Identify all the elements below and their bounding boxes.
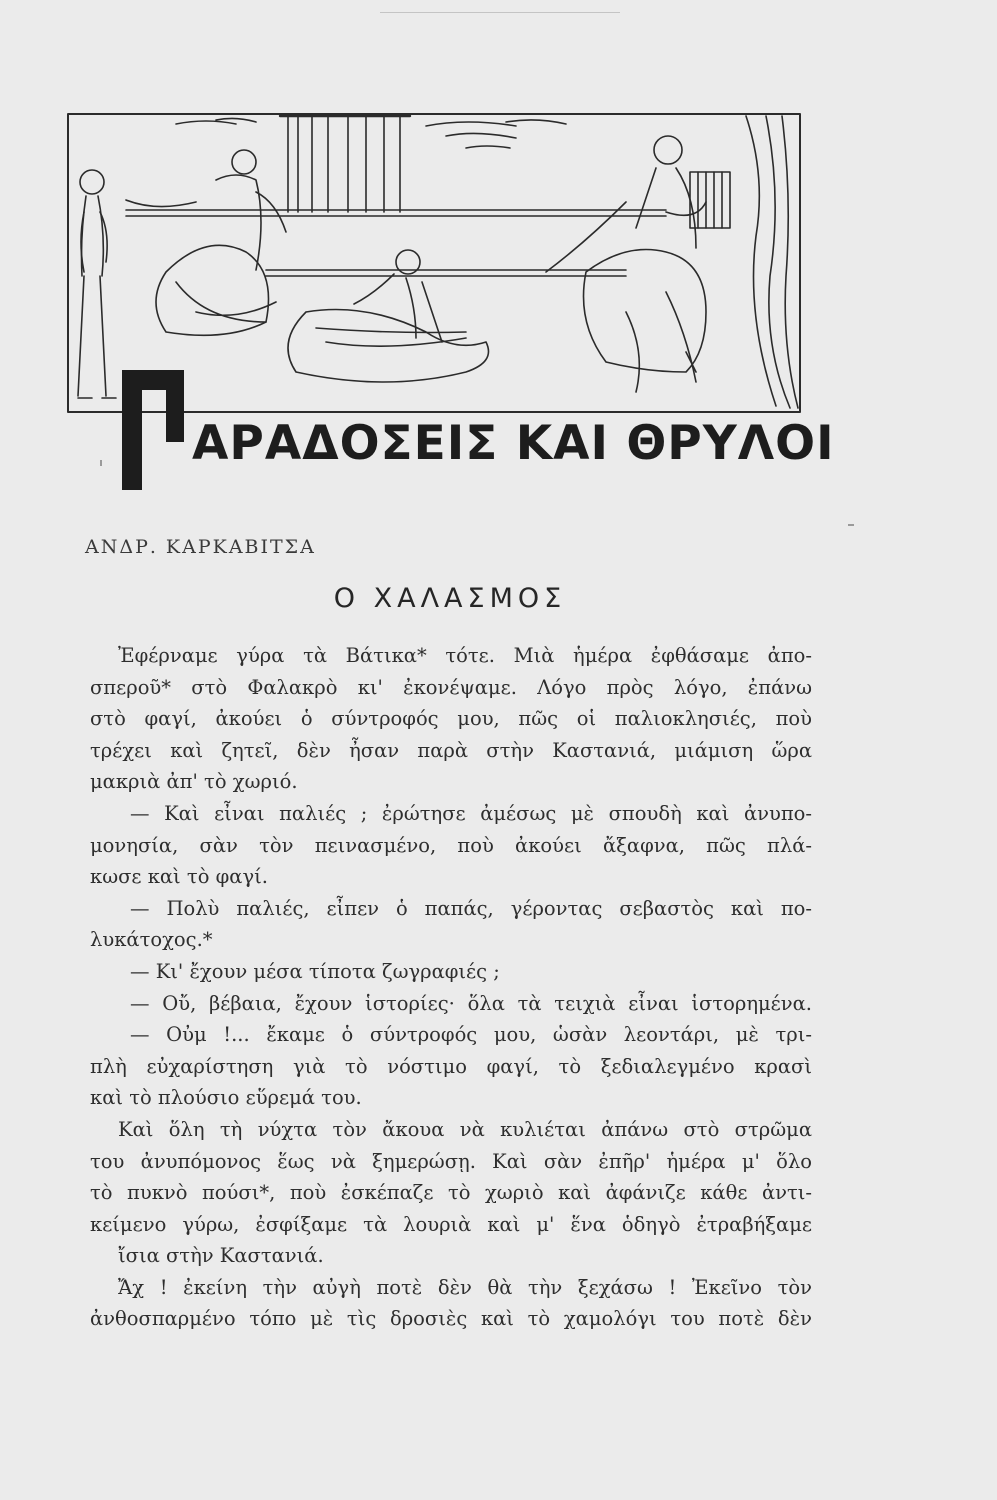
- text-line: σπεροῦ* στὸ Φαλακρὸ κι' ἐκονέψαμε. Λόγο πρὸς λόγο, ἐπάνω: [90, 675, 812, 699]
- header-illustration: [66, 112, 802, 414]
- text-line: τὸ πυκνὸ πούσι*, ποὺ ἐσκέπαζε τὸ χωριὸ καὶ ἀφάνιζε κάθε ἀντι-: [90, 1181, 812, 1205]
- text-line: πλὴ εὐχαρίστηση γιὰ τὸ νόστιμο φαγί, τὸ ξεδιαλεγμένο κρασὶ: [90, 1054, 812, 1078]
- text-line: κείμενο γύρω, ἐσφίξαμε τὰ λουριὰ καὶ μ' ἕνα ὁδηγὸ ἐτραβήξαμε: [90, 1212, 812, 1236]
- text-line: τρέχει καὶ ζητεῖ, δὲν ἦσαν παρὰ στὴν Καστανιά, μιάμιση ὥρα: [90, 738, 812, 762]
- text-line: στὸ φαγί, ἀκούει ὁ σύντροφός μου, πῶς οἱ παλιοκλησιές, ποὺ: [90, 707, 812, 731]
- text-line: του ἀνυπόμονος ἕως νὰ ξημερώσῃ. Καὶ σὰν ἐπῆρ' ἡμέρα μ' ὅλο: [90, 1149, 812, 1173]
- text-line: — Καὶ εἶναι παλιές ; ἐρώτησε ἀμέσως μὲ σπουδὴ καὶ ἀνυπο-: [130, 801, 812, 825]
- heading-initial-letter: [122, 370, 184, 490]
- text-line: — Οὐμ !... ἔκαμε ὁ σύντροφός μου, ὡσὰν λεοντάρι, μὲ τρι-: [130, 1023, 812, 1047]
- paper-speck: [100, 460, 102, 466]
- text-line: καὶ τὸ πλούσιο εὕρεμά του.: [90, 1086, 362, 1110]
- text-line: — Κι' ἔχουν μέσα τίποτα ζωγραφιές ;: [130, 959, 500, 983]
- text-line: ἴσια στὴν Καστανιά.: [118, 1244, 324, 1268]
- text-line: — Οὔ, βέβαια, ἔχουν ἱστορίες· ὅλα τὰ τειχιὰ εἶναι ἱστορημένα.: [130, 991, 812, 1015]
- text-line: Ἐφέρναμε γύρα τὰ Βάτικα* τότε. Μιὰ ἡμέρα ἐφθάσαμε ἀπο-: [118, 644, 812, 667]
- section-heading: ΑΡΑΔΟΣΕΙΣ ΚΑΙ ΘΡΥΛΟΙ: [192, 416, 835, 471]
- article-author: ΑΝΔΡ. ΚΑΡΚΑΒΙΤΣΑ: [85, 536, 316, 558]
- text-line: — Πολὺ παλιές, εἶπεν ὁ παπάς, γέροντας σεβαστὸς καὶ πο-: [130, 896, 812, 920]
- text-line: Ἄχ ! ἐκείνη τὴν αὐγὴ ποτὲ δὲν θὰ τὴν ξεχάσω ! Ἐκεῖνο τὸν: [118, 1275, 812, 1299]
- article-title: Ο ΧΑΛΑΣΜΟΣ: [333, 583, 567, 614]
- text-line: μακριὰ ἀπ' τὸ χωριό.: [90, 770, 298, 794]
- text-line: Καὶ ὅλη τὴ νύχτα τὸν ἄκουα νὰ κυλιέται ἀπάνω στὸ στρῶμα: [118, 1117, 812, 1141]
- paper-speck: [848, 524, 854, 526]
- text-line: ἀνθοσπαρμένο τόπο μὲ τὶς δροσιὲς καὶ τὸ χαμολόγι του ποτὲ δὲν: [90, 1307, 812, 1331]
- top-rule: [380, 12, 620, 13]
- text-line: κωσε καὶ τὸ φαγί.: [90, 865, 268, 889]
- article-body: [90, 640, 812, 1335]
- text-line: λυκάτοχος.*: [90, 928, 213, 952]
- text-line: μονησία, σὰν τὸν πεινασμένο, ποὺ ἀκούει ἄξαφνα, πῶς πλά-: [90, 833, 812, 857]
